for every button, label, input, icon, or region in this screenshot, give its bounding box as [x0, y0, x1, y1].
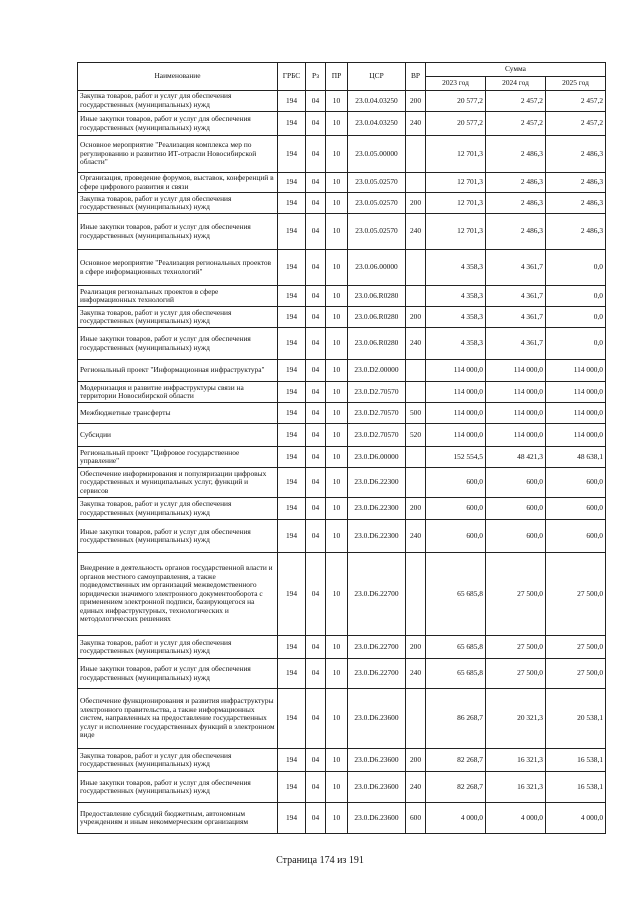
- cell-csr: 23.0.06.R0280: [348, 328, 406, 360]
- cell-y2024: 4 361,7: [486, 286, 546, 307]
- cell-y2024: 2 486,3: [486, 193, 546, 214]
- cell-pr: 10: [326, 447, 348, 468]
- cell-grbs: 194: [278, 360, 306, 382]
- cell-y2023: 20 577,2: [426, 112, 486, 136]
- cell-pr: 10: [326, 689, 348, 749]
- cell-y2025: 0,0: [546, 250, 606, 286]
- cell-y2025: 16 538,1: [546, 772, 606, 803]
- cell-grbs: 194: [278, 214, 306, 250]
- table-row: [78, 498, 606, 520]
- cell-y2025: 16 538,1: [546, 749, 606, 772]
- cell-y2023: 12 701,3: [426, 136, 486, 173]
- cell-rz: 04: [306, 772, 326, 803]
- cell-vr: 240: [406, 328, 426, 360]
- cell-y2023: 65 685,8: [426, 553, 486, 636]
- cell-csr: 23.0.D6.22300: [348, 498, 406, 520]
- cell-y2023: 4 358,3: [426, 250, 486, 286]
- cell-grbs: 194: [278, 112, 306, 136]
- cell-grbs: 194: [278, 468, 306, 498]
- cell-y2024: 4 000,0: [486, 803, 546, 834]
- cell-name: Закупка товаров, работ и услуг для обеспечения государственных (муниципальных) нужд: [78, 193, 278, 214]
- cell-pr: 10: [326, 403, 348, 424]
- cell-grbs: 194: [278, 749, 306, 772]
- cell-name: Закупка товаров, работ и услуг для обеспечения государственных (муниципальных) нужд: [78, 307, 278, 328]
- cell-name: Региональный проект "Информационная инфраструктура": [78, 360, 278, 382]
- cell-y2025: 114 000,0: [546, 360, 606, 382]
- cell-y2025: 2 486,3: [546, 136, 606, 173]
- cell-y2025: 600,0: [546, 520, 606, 553]
- cell-y2023: 12 701,3: [426, 193, 486, 214]
- cell-csr: 23.0.06.R0280: [348, 307, 406, 328]
- cell-csr: 23.0.D2.70570: [348, 382, 406, 403]
- cell-pr: 10: [326, 553, 348, 636]
- cell-vr: 200: [406, 193, 426, 214]
- cell-csr: 23.0.D2.00000: [348, 360, 406, 382]
- cell-name: Иные закупки товаров, работ и услуг для обеспечения государственных (муниципальных) нужд: [78, 659, 278, 689]
- cell-csr: 23.0.D6.22700: [348, 659, 406, 689]
- cell-vr: 200: [406, 749, 426, 772]
- cell-name: Иные закупки товаров, работ и услуг для обеспечения государственных (муниципальных) нужд: [78, 214, 278, 250]
- cell-y2024: 27 500,0: [486, 636, 546, 659]
- cell-pr: 10: [326, 173, 348, 193]
- cell-rz: 04: [306, 403, 326, 424]
- cell-grbs: 194: [278, 136, 306, 173]
- cell-rz: 04: [306, 193, 326, 214]
- cell-rz: 04: [306, 214, 326, 250]
- cell-y2024: 114 000,0: [486, 382, 546, 403]
- cell-name: Предоставление субсидий бюджетным, автономным учреждениям и иным некоммерческим организациям: [78, 803, 278, 834]
- cell-grbs: 194: [278, 447, 306, 468]
- cell-vr: 200: [406, 91, 426, 112]
- cell-rz: 04: [306, 659, 326, 689]
- table-row: [78, 468, 606, 498]
- cell-vr: [406, 360, 426, 382]
- cell-csr: 23.0.D6.00000: [348, 447, 406, 468]
- cell-grbs: 194: [278, 553, 306, 636]
- cell-vr: [406, 136, 426, 173]
- cell-pr: 10: [326, 382, 348, 403]
- table-row: [78, 424, 606, 447]
- cell-pr: 10: [326, 749, 348, 772]
- cell-csr: 23.0.05.02570: [348, 193, 406, 214]
- cell-csr: 23.0.D2.70570: [348, 403, 406, 424]
- cell-y2023: 152 554,5: [426, 447, 486, 468]
- cell-y2024: 27 500,0: [486, 659, 546, 689]
- cell-rz: 04: [306, 250, 326, 286]
- cell-name: Организация, проведение форумов, выставок, конференций в сфере цифрового развития и связи: [78, 173, 278, 193]
- cell-y2024: 114 000,0: [486, 424, 546, 447]
- cell-rz: 04: [306, 328, 326, 360]
- cell-name: Иные закупки товаров, работ и услуг для обеспечения государственных (муниципальных) нужд: [78, 520, 278, 553]
- header-name: Наименование: [78, 63, 278, 91]
- cell-rz: 04: [306, 636, 326, 659]
- table-row: [78, 403, 606, 424]
- cell-csr: 23.0.D6.23600: [348, 749, 406, 772]
- cell-y2023: 600,0: [426, 498, 486, 520]
- cell-y2023: 12 701,3: [426, 173, 486, 193]
- cell-y2025: 114 000,0: [546, 424, 606, 447]
- cell-pr: 10: [326, 214, 348, 250]
- cell-grbs: 194: [278, 659, 306, 689]
- cell-name: Закупка товаров, работ и услуг для обеспечения государственных (муниципальных) нужд: [78, 498, 278, 520]
- cell-vr: 600: [406, 803, 426, 834]
- table-row: [78, 250, 606, 286]
- cell-csr: 23.0.04.03250: [348, 91, 406, 112]
- header-year-2025: 2025 год: [546, 77, 606, 91]
- cell-grbs: 194: [278, 772, 306, 803]
- cell-y2024: 16 321,3: [486, 772, 546, 803]
- budget-table: [77, 62, 606, 834]
- cell-csr: 23.0.D2.70570: [348, 424, 406, 447]
- cell-pr: 10: [326, 136, 348, 173]
- cell-grbs: 194: [278, 91, 306, 112]
- cell-pr: 10: [326, 193, 348, 214]
- cell-y2023: 114 000,0: [426, 403, 486, 424]
- cell-y2023: 600,0: [426, 520, 486, 553]
- cell-y2024: 2 486,3: [486, 214, 546, 250]
- cell-vr: 240: [406, 112, 426, 136]
- cell-rz: 04: [306, 112, 326, 136]
- cell-csr: 23.0.D6.22300: [348, 520, 406, 553]
- header-grbs: ГРБС: [278, 63, 306, 91]
- cell-vr: 200: [406, 307, 426, 328]
- cell-y2025: 2 486,3: [546, 173, 606, 193]
- cell-vr: [406, 286, 426, 307]
- cell-y2025: 20 538,1: [546, 689, 606, 749]
- cell-y2025: 2 457,2: [546, 112, 606, 136]
- cell-y2023: 114 000,0: [426, 382, 486, 403]
- table-row: [78, 636, 606, 659]
- cell-name: Реализация региональных проектов в сфере информационных технологий: [78, 286, 278, 307]
- cell-rz: 04: [306, 91, 326, 112]
- cell-y2024: 2 457,2: [486, 91, 546, 112]
- cell-y2025: 114 000,0: [546, 382, 606, 403]
- cell-y2024: 4 361,7: [486, 328, 546, 360]
- cell-vr: 240: [406, 214, 426, 250]
- cell-y2024: 16 321,3: [486, 749, 546, 772]
- cell-pr: 10: [326, 286, 348, 307]
- cell-grbs: 194: [278, 328, 306, 360]
- cell-y2024: 600,0: [486, 468, 546, 498]
- cell-pr: 10: [326, 772, 348, 803]
- cell-csr: 23.0.D6.23600: [348, 689, 406, 749]
- header-year-2024: 2024 год: [486, 77, 546, 91]
- cell-vr: [406, 468, 426, 498]
- header-csr: ЦСР: [348, 63, 406, 91]
- cell-y2025: 0,0: [546, 328, 606, 360]
- cell-y2024: 20 321,3: [486, 689, 546, 749]
- cell-grbs: 194: [278, 498, 306, 520]
- table-row: [78, 193, 606, 214]
- cell-pr: 10: [326, 91, 348, 112]
- cell-y2025: 2 457,2: [546, 91, 606, 112]
- table-row: [78, 173, 606, 193]
- cell-pr: 10: [326, 659, 348, 689]
- cell-name: Закупка товаров, работ и услуг для обеспечения государственных (муниципальных) нужд: [78, 91, 278, 112]
- cell-pr: 10: [326, 360, 348, 382]
- cell-vr: 240: [406, 520, 426, 553]
- cell-grbs: 194: [278, 520, 306, 553]
- cell-y2024: 600,0: [486, 498, 546, 520]
- cell-y2024: 48 421,3: [486, 447, 546, 468]
- cell-vr: [406, 553, 426, 636]
- cell-grbs: 194: [278, 382, 306, 403]
- cell-csr: 23.0.D6.23600: [348, 803, 406, 834]
- cell-y2023: 82 268,7: [426, 772, 486, 803]
- table-row: [78, 136, 606, 173]
- cell-grbs: 194: [278, 636, 306, 659]
- cell-vr: 200: [406, 636, 426, 659]
- cell-y2025: 0,0: [546, 286, 606, 307]
- cell-csr: 23.0.D6.23600: [348, 772, 406, 803]
- cell-grbs: 194: [278, 689, 306, 749]
- table-row: [78, 91, 606, 112]
- cell-y2023: 114 000,0: [426, 424, 486, 447]
- cell-rz: 04: [306, 173, 326, 193]
- table-row: [78, 772, 606, 803]
- table-row: [78, 749, 606, 772]
- cell-grbs: 194: [278, 286, 306, 307]
- cell-csr: 23.0.D6.22300: [348, 468, 406, 498]
- table-row: [78, 360, 606, 382]
- table-row: [78, 328, 606, 360]
- cell-rz: 04: [306, 689, 326, 749]
- cell-rz: 04: [306, 553, 326, 636]
- table-row: [78, 447, 606, 468]
- cell-name: Иные закупки товаров, работ и услуг для обеспечения государственных (муниципальных) нужд: [78, 772, 278, 803]
- cell-name: Иные закупки товаров, работ и услуг для обеспечения государственных (муниципальных) нужд: [78, 112, 278, 136]
- page-number: Страница 174 из 191: [276, 855, 364, 866]
- cell-csr: 23.0.06.00000: [348, 250, 406, 286]
- cell-vr: 240: [406, 659, 426, 689]
- cell-y2024: 4 361,7: [486, 250, 546, 286]
- cell-name: Региональный проект "Цифровое государственное управление": [78, 447, 278, 468]
- cell-y2023: 4 000,0: [426, 803, 486, 834]
- cell-y2024: 2 486,3: [486, 173, 546, 193]
- cell-y2025: 2 486,3: [546, 214, 606, 250]
- cell-name: Межбюджетные трансферты: [78, 403, 278, 424]
- table-row: [78, 803, 606, 834]
- table-row: [78, 307, 606, 328]
- cell-y2024: 114 000,0: [486, 360, 546, 382]
- cell-pr: 10: [326, 307, 348, 328]
- cell-grbs: 194: [278, 307, 306, 328]
- cell-pr: 10: [326, 498, 348, 520]
- cell-y2024: 2 486,3: [486, 136, 546, 173]
- cell-vr: [406, 689, 426, 749]
- cell-vr: 500: [406, 403, 426, 424]
- cell-rz: 04: [306, 286, 326, 307]
- cell-y2023: 600,0: [426, 468, 486, 498]
- cell-name: Основное мероприятие "Реализация комплекса мер по регулированию и развитию ИТ-отрасли Новосибирской области": [78, 136, 278, 173]
- cell-y2024: 4 361,7: [486, 307, 546, 328]
- cell-y2023: 12 701,3: [426, 214, 486, 250]
- cell-y2025: 4 000,0: [546, 803, 606, 834]
- cell-grbs: 194: [278, 173, 306, 193]
- cell-pr: 10: [326, 468, 348, 498]
- table-row: [78, 520, 606, 553]
- cell-name: Внедрение в деятельность органов государственной власти и органов местного самоуправления, а также подведомственных им организаций межведомственного юридически значимого электронного документооборота с применением электронной подписи, базирующегося на единых инфраструктурных, технологических и методологических решениях: [78, 553, 278, 636]
- cell-rz: 04: [306, 382, 326, 403]
- cell-pr: 10: [326, 250, 348, 286]
- cell-rz: 04: [306, 498, 326, 520]
- cell-y2023: 65 685,8: [426, 636, 486, 659]
- cell-vr: [406, 250, 426, 286]
- cell-pr: 10: [326, 636, 348, 659]
- cell-csr: 23.0.D6.22700: [348, 636, 406, 659]
- table-row: [78, 659, 606, 689]
- table-row: [78, 112, 606, 136]
- header-year-2023: 2023 год: [426, 77, 486, 91]
- cell-name: Закупка товаров, работ и услуг для обеспечения государственных (муниципальных) нужд: [78, 636, 278, 659]
- cell-name: Основное мероприятие "Реализация региональных проектов в сфере информационных технологий": [78, 250, 278, 286]
- cell-rz: 04: [306, 447, 326, 468]
- cell-grbs: 194: [278, 803, 306, 834]
- cell-vr: [406, 173, 426, 193]
- cell-vr: 200: [406, 498, 426, 520]
- cell-y2025: 600,0: [546, 498, 606, 520]
- cell-csr: 23.0.05.02570: [348, 214, 406, 250]
- cell-y2025: 0,0: [546, 307, 606, 328]
- cell-rz: 04: [306, 749, 326, 772]
- table-row: [78, 382, 606, 403]
- table-row: [78, 553, 606, 636]
- cell-y2025: 27 500,0: [546, 636, 606, 659]
- cell-y2025: 114 000,0: [546, 403, 606, 424]
- cell-csr: 23.0.04.03250: [348, 112, 406, 136]
- table-body: [78, 91, 606, 834]
- table-row: [78, 214, 606, 250]
- cell-rz: 04: [306, 520, 326, 553]
- cell-grbs: 194: [278, 403, 306, 424]
- cell-csr: 23.0.05.00000: [348, 136, 406, 173]
- cell-y2023: 4 358,3: [426, 328, 486, 360]
- table-row: [78, 286, 606, 307]
- cell-y2024: 114 000,0: [486, 403, 546, 424]
- header-pr: ПР: [326, 63, 348, 91]
- cell-y2025: 27 500,0: [546, 553, 606, 636]
- cell-name: Модернизация и развитие инфраструктуры связи на территории Новосибирской области: [78, 382, 278, 403]
- cell-y2025: 2 486,3: [546, 193, 606, 214]
- cell-vr: 240: [406, 772, 426, 803]
- cell-name: Обеспечение информирования и популяризации цифровых государственных и муниципальных услуг, функций и сервисов: [78, 468, 278, 498]
- cell-pr: 10: [326, 424, 348, 447]
- cell-name: Иные закупки товаров, работ и услуг для обеспечения государственных (муниципальных) нужд: [78, 328, 278, 360]
- cell-rz: 04: [306, 424, 326, 447]
- cell-rz: 04: [306, 360, 326, 382]
- cell-pr: 10: [326, 328, 348, 360]
- cell-rz: 04: [306, 136, 326, 173]
- cell-y2023: 4 358,3: [426, 286, 486, 307]
- cell-grbs: 194: [278, 193, 306, 214]
- cell-y2023: 82 268,7: [426, 749, 486, 772]
- cell-y2023: 20 577,2: [426, 91, 486, 112]
- cell-rz: 04: [306, 468, 326, 498]
- cell-vr: [406, 447, 426, 468]
- cell-csr: 23.0.D6.22700: [348, 553, 406, 636]
- cell-y2023: 114 000,0: [426, 360, 486, 382]
- cell-grbs: 194: [278, 250, 306, 286]
- cell-y2023: 65 685,8: [426, 659, 486, 689]
- cell-csr: 23.0.06.R0280: [348, 286, 406, 307]
- header-rz: Рз: [306, 63, 326, 91]
- cell-y2024: 27 500,0: [486, 553, 546, 636]
- cell-y2025: 27 500,0: [546, 659, 606, 689]
- cell-rz: 04: [306, 803, 326, 834]
- header-vr: ВР: [406, 63, 426, 91]
- header-sum: Сумма: [426, 63, 606, 77]
- cell-name: Субсидии: [78, 424, 278, 447]
- cell-y2024: 600,0: [486, 520, 546, 553]
- cell-rz: 04: [306, 307, 326, 328]
- cell-pr: 10: [326, 520, 348, 553]
- cell-grbs: 194: [278, 424, 306, 447]
- cell-vr: [406, 382, 426, 403]
- cell-y2023: 86 268,7: [426, 689, 486, 749]
- cell-y2023: 4 358,3: [426, 307, 486, 328]
- cell-pr: 10: [326, 803, 348, 834]
- cell-csr: 23.0.05.02570: [348, 173, 406, 193]
- cell-y2025: 48 638,1: [546, 447, 606, 468]
- cell-vr: 520: [406, 424, 426, 447]
- cell-y2025: 600,0: [546, 468, 606, 498]
- cell-y2024: 2 457,2: [486, 112, 546, 136]
- cell-name: Закупка товаров, работ и услуг для обеспечения государственных (муниципальных) нужд: [78, 749, 278, 772]
- cell-pr: 10: [326, 112, 348, 136]
- table-row: [78, 689, 606, 749]
- cell-name: Обеспечение функционирования и развития инфраструктуры электронного правительства, а также информационных систем, направленных на предоставление государственных услуг и исполнение государственных функций в электронном виде: [78, 689, 278, 749]
